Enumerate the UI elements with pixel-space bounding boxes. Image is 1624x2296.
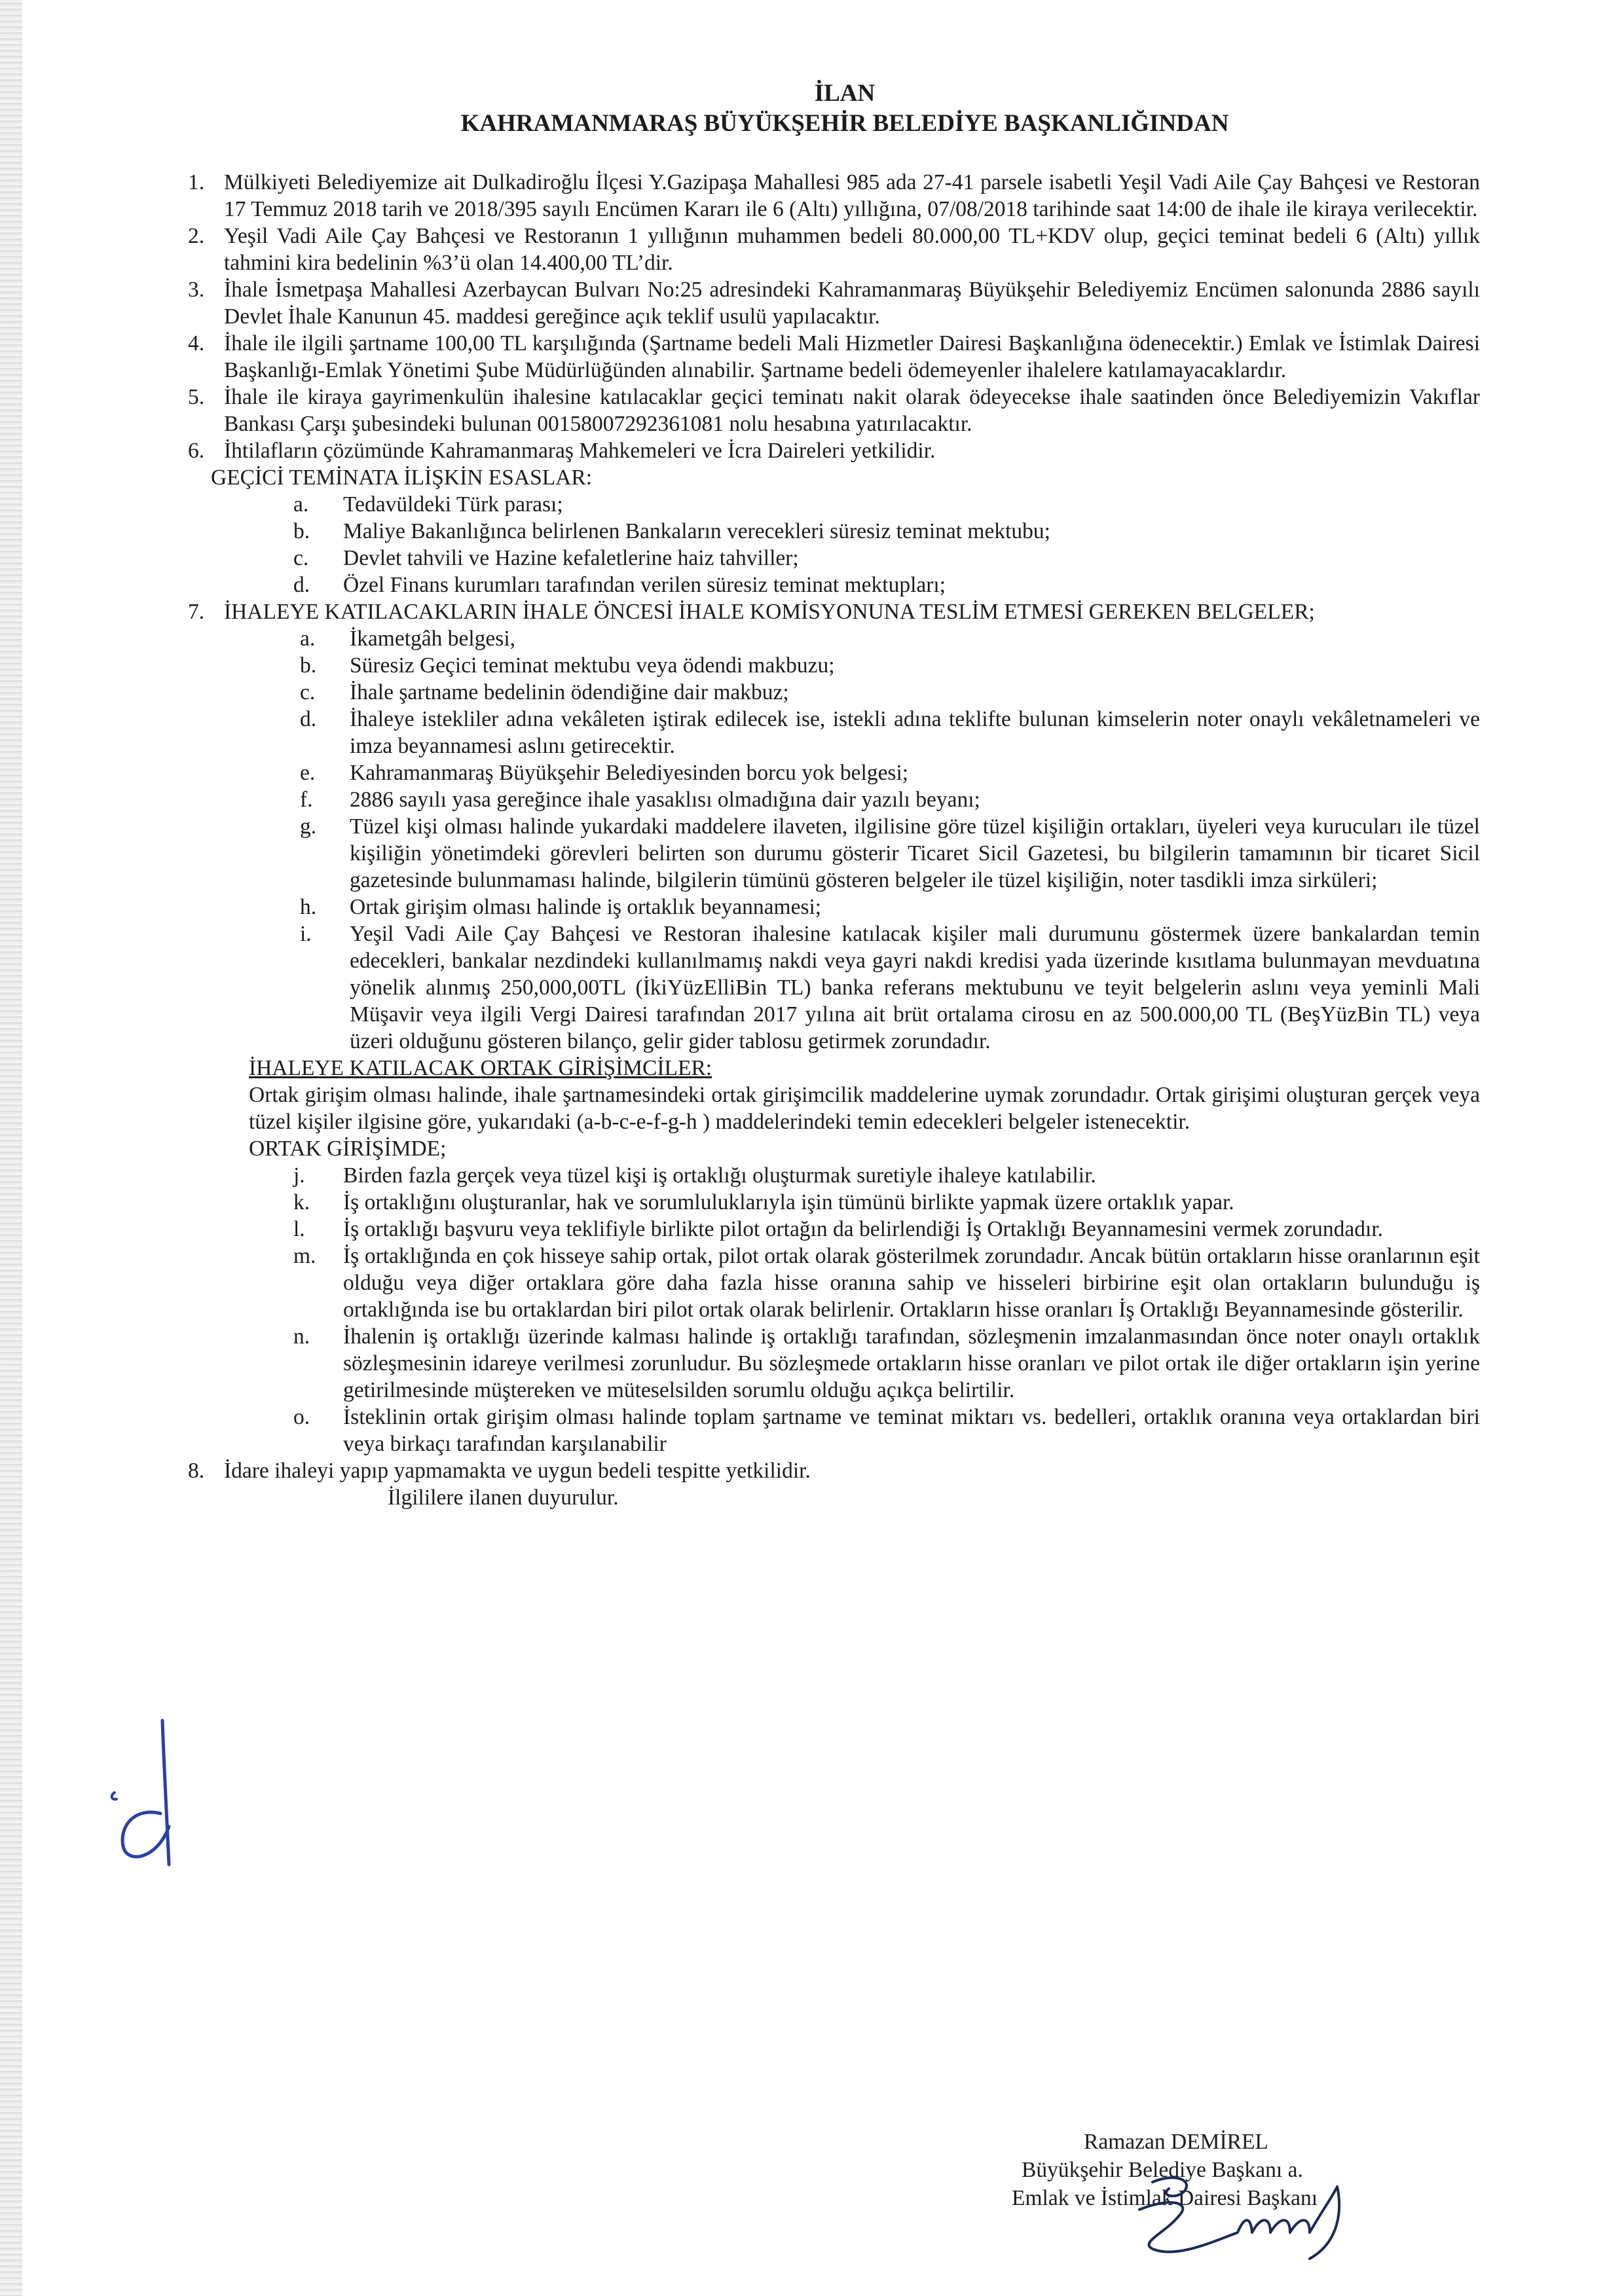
- item-letter: o.: [293, 1405, 310, 1429]
- item-text: İhaleye istekliler adına vekâleten iştirak edilecek ise, istekli adına teklifte bulunan kimselerin noter onaylı vekâletnameleri ve imza beyannamesi aslını getirecektir.: [350, 707, 1480, 758]
- numbered-item: [190, 384, 1480, 437]
- list-item: [300, 679, 1480, 706]
- item-text: İhalenin iş ortaklığı üzerinde kalması halinde iş ortaklığı tarafından, sözleşmenin imzalanmasından önce noter onaylı ortaklık sözleşmesinin idareye verilmesi zorunludur. Bu sözleşmede ortakların hisse oranları ve pilot ortak ile diğer ortakların işin yerine getirilmesinde müştereken ve müteselsilden sorumlu olduğu açıkça belirtilir.: [343, 1324, 1480, 1402]
- item-text: Tedavüldeki Türk parası;: [343, 492, 563, 517]
- teminat-heading: GEÇİCİ TEMİNATA İLİŞKİN ESASLAR:: [211, 465, 593, 490]
- item-letter: m.: [293, 1244, 316, 1268]
- item-text: Birden fazla gerçek veya tüzel kişi iş ortaklığı oluşturmak suretiyle ihaleye katılabilir.: [343, 1163, 1096, 1188]
- item-text: İhale ile ilgili şartname 100,00 TL karşılığında (Şartname bedeli Mali Hizmetler Dairesi Başkanlığına ödenecektir.) Emlak ve İstimlak Dairesi Başkanlığı-Emlak Yönetimi Şube Müdürlüğünden alınabilir. Şartname bedeli ödemeyenler ihalelere katılamayacaklardır.: [224, 331, 1480, 382]
- item-text: Yeşil Vadi Aile Çay Bahçesi ve Restoranın 1 yıllığının muhammen bedeli 80.000,00 TL+KDV olup, geçici teminat bedeli 6 (Altı) yıllık tahmini kira bedelinin %3’ü olan 14.400,00 TL’dir.: [224, 224, 1480, 275]
- item-letter: a.: [300, 627, 316, 651]
- list-item: [300, 652, 1480, 679]
- item-text: İş ortaklığını oluşturanlar, hak ve sorumluluklarıyla işin tümünü birlikte yapmak üzere ortaklık yapar.: [343, 1190, 1234, 1214]
- item-letter: a.: [293, 492, 309, 517]
- list-item: [293, 518, 1480, 545]
- list-item: [293, 1323, 1480, 1404]
- list-item: [293, 545, 1480, 572]
- numbered-item: [190, 437, 1480, 464]
- item-letter: h.: [300, 895, 317, 919]
- ortak-list: [293, 1162, 1480, 1457]
- list-item: [300, 706, 1480, 759]
- list-item: [300, 625, 1480, 652]
- list-item: [293, 1162, 1480, 1189]
- item-number: 5.: [188, 385, 205, 409]
- item-number: 6.: [188, 439, 205, 463]
- numbered-item: [190, 169, 1480, 223]
- item-letter: f.: [300, 788, 313, 812]
- item-number: 2.: [188, 224, 205, 248]
- item-text: Ortak girişim olması halinde iş ortaklık beyannamesi;: [350, 895, 822, 919]
- doc-subtitle: KAHRAMANMARAŞ BÜYÜKŞEHİR BELEDİYE BAŞKANLIĞINDAN: [460, 110, 1229, 137]
- signer-name: Ramazan DEMİREL: [1084, 2130, 1268, 2154]
- initial-mark-icon: [98, 1715, 196, 1872]
- list-item: [300, 759, 1480, 786]
- item-text: Yeşil Vadi Aile Çay Bahçesi ve Restoran ihalesine katılacak kişiler mali durumunu göstermek üzere bankalardan temin edecekleri, bankalar nezdindeki kullanılmamış nakdi veya gayri nakdi kredisi yada üzerinde kısıtlama bulunmayan mevduatına yönelik alınmış 250,000,00TL (İkiYüzElliBin TL) banka referans mektubunu ve teyit belgelerin aslını veya yeminli Mali Müşavir veya ilgili Vergi Dairesi tarafından 2017 yılına ait brüt ortalama cirosu en az 500.000,00 TL (BeşYüzBin TL) veya üzeri olduğunu gösteren bilanço, gelir gider tablosu getirmek zorundadır.: [350, 922, 1480, 1053]
- item-number: 3.: [188, 278, 205, 302]
- item-text: Süresiz Geçici teminat mektubu veya ödendi makbuzu;: [350, 653, 835, 678]
- item-text: Özel Finans kurumları tarafından verilen süresiz teminat mektupları;: [343, 573, 946, 597]
- list-item: [293, 572, 1480, 598]
- item-text: Tüzel kişi olması halinde yukardaki maddelere ilaveten, ilgilisine göre tüzel kişiliğin ortakları, üyeleri veya kurucuları ile tüzel kişiliğin yönetimdeki görevleri belirten son durumu gösterir Ticaret Sicil Gazetesi, bu bilgilerin tamamının bir ticaret Sicil gazetesinde bulunmaması halinde, bilgilerin tümünü gösteren belgeler ile tüzel kişiliğin, noter tasdikli imza sirküleri;: [350, 814, 1480, 892]
- item-text: 2886 sayılı yasa gereğince ihale yasaklısı olmadığına dair yazılı beyanı;: [350, 788, 980, 812]
- item7-heading: [190, 598, 1480, 625]
- item-letter: b.: [300, 653, 317, 678]
- item-number: 1.: [188, 170, 205, 194]
- list-item: [300, 894, 1480, 920]
- scan-edge: [0, 0, 22, 2296]
- item-text: İhale şartname bedelinin ödendiğine dair makbuz;: [350, 680, 789, 704]
- signer-department: Emlak ve İstimlak Dairesi Başkanı: [1012, 2186, 1318, 2210]
- item-text: İhtilafların çözümünde Kahramanmaraş Mahkemeleri ve İcra Daireleri yetkilidir.: [224, 439, 936, 463]
- teminat-list: [293, 491, 1480, 598]
- signer-title: Büyükşehir Belediye Başkanı a.: [1022, 2158, 1303, 2182]
- item-text: İş ortaklığında en çok hisseye sahip ortak, pilot ortak olarak gösterilmek zorundadır. Ancak bütün ortakların hisse oranlarının eşit olduğu veya diğer ortaklara göre daha fazla hisse oranına sahip ve hisseleri birbirine eşit olan ortakların bulunduğu iş ortaklığında ise bu ortaklardan biri pilot ortak olarak belirlenir. Ortakların hisse oranları İş Ortaklığı Beyannamesinde gösterilir.: [343, 1244, 1480, 1322]
- numbered-item: [190, 1457, 1480, 1484]
- item-text: İş ortaklığı başvuru veya teklifiyle birlikte pilot ortağın da belirlendiği İş Ortaklığı Beyannamesini vermek zorundadır.: [343, 1217, 1384, 1241]
- numbered-items-1-6: [190, 169, 1480, 464]
- item-letter: i.: [300, 922, 312, 946]
- item-text: Maliye Bakanlığınca belirlenen Bankaların verecekleri süresiz teminat mektubu;: [343, 519, 1050, 543]
- item-letter: c.: [300, 680, 316, 704]
- ortak-paragraph: Ortak girişim olması halinde, ihale şartnamesindeki ortak girişimcilik maddelerine uymak zorundadır. Ortak girişimi oluşturan gerçek veya tüzel kişiler ilgisine göre, yukarıdaki (a-b-c-e-f-g-h ) maddelerindeki temin edecekleri belgeler istenecektir.: [249, 1083, 1480, 1134]
- list-item: [293, 1243, 1480, 1323]
- item-text: İkametgâh belgesi,: [350, 627, 516, 651]
- item-text: İhale İsmetpaşa Mahallesi Azerbaycan Bulvarı No:25 adresindeki Kahramanmaraş Büyükşehir Belediyemiz Encümen salonunda 2886 sayılı Devlet İhale Kanunun 45. maddesi gereğince açık teklif usulü yapılacaktır.: [224, 278, 1480, 329]
- list-item: [293, 1189, 1480, 1216]
- closing-line: İlgililere ilanen duyurulur.: [388, 1485, 619, 1510]
- signature-scribble-icon: [1113, 2170, 1349, 2269]
- ortak-subheading: ORTAK GİRİŞİMDE;: [249, 1137, 447, 1161]
- item-letter: d.: [300, 707, 317, 731]
- item-number: 7.: [188, 600, 205, 624]
- item-letter: l.: [293, 1217, 305, 1241]
- item-letter: e.: [300, 761, 316, 785]
- item-letter: g.: [300, 814, 317, 839]
- document-page: [190, 79, 1480, 1511]
- list-item: [293, 1404, 1480, 1457]
- item-text: Devlet tahvili ve Hazine kefaletlerine haiz tahviller;: [343, 546, 799, 570]
- list-item: [300, 786, 1480, 813]
- item-text: Kahramanmaraş Büyükşehir Belediyesinden borcu yok belgesi;: [350, 761, 909, 785]
- list-item: [293, 1216, 1480, 1243]
- list-item: [293, 491, 1480, 518]
- item-text: İHALEYE KATILACAKLARIN İHALE ÖNCESİ İHALE KOMİSYONUNA TESLİM ETMESİ GEREKEN BELGELER;: [224, 600, 1315, 624]
- list-item: [300, 920, 1480, 1055]
- belgeler-list: [300, 625, 1480, 1055]
- item-text: Mülkiyeti Belediyemize ait Dulkadiroğlu İlçesi Y.Gazipaşa Mahallesi 985 ada 27-41 parsele isabetli Yeşil Vadi Aile Çay Bahçesi ve Restoran 17 Temmuz 2018 tarih ve 2018/395 sayılı Encümen Kararı ile 6 (Altı) yıllığına, 07/08/2018 tarihinde saat 14:00 de ihale ile kiraya verilecektir.: [224, 170, 1480, 221]
- numbered-item: [190, 276, 1480, 330]
- item-number: 8.: [188, 1459, 205, 1483]
- ortak-heading: İHALEYE KATILACAK ORTAK GİRİŞİMCİLER:: [249, 1056, 712, 1080]
- doc-title: İLAN: [814, 80, 876, 107]
- item-letter: b.: [293, 519, 310, 543]
- item-text: İhale ile kiraya gayrimenkulün ihalesine katılacaklar geçici teminatı nakit olarak ödeyecekse ihale saatinden önce Belediyemizin Vakıflar Bankası Çarşı şubesindeki bulunan 00158007292361081 nolu hesabına yatırılacaktır.: [224, 385, 1480, 436]
- item-letter: k.: [293, 1190, 310, 1214]
- item-letter: j.: [293, 1163, 305, 1188]
- item-letter: c.: [293, 546, 309, 570]
- item-letter: d.: [293, 573, 310, 597]
- numbered-item: [190, 330, 1480, 384]
- item-number: 4.: [188, 331, 205, 355]
- item-text: İsteklinin ortak girişim olması halinde toplam şartname ve teminat miktarı vs. bedelleri, ortaklık oranına veya ortaklardan biri veya birkaçı tarafından karşılanabilir: [343, 1405, 1480, 1456]
- list-item: [300, 813, 1480, 894]
- item-text: İdare ihaleyi yapıp yapmamakta ve uygun bedeli tespitte yetkilidir.: [224, 1459, 811, 1483]
- numbered-item: [190, 223, 1480, 276]
- item-letter: n.: [293, 1324, 310, 1349]
